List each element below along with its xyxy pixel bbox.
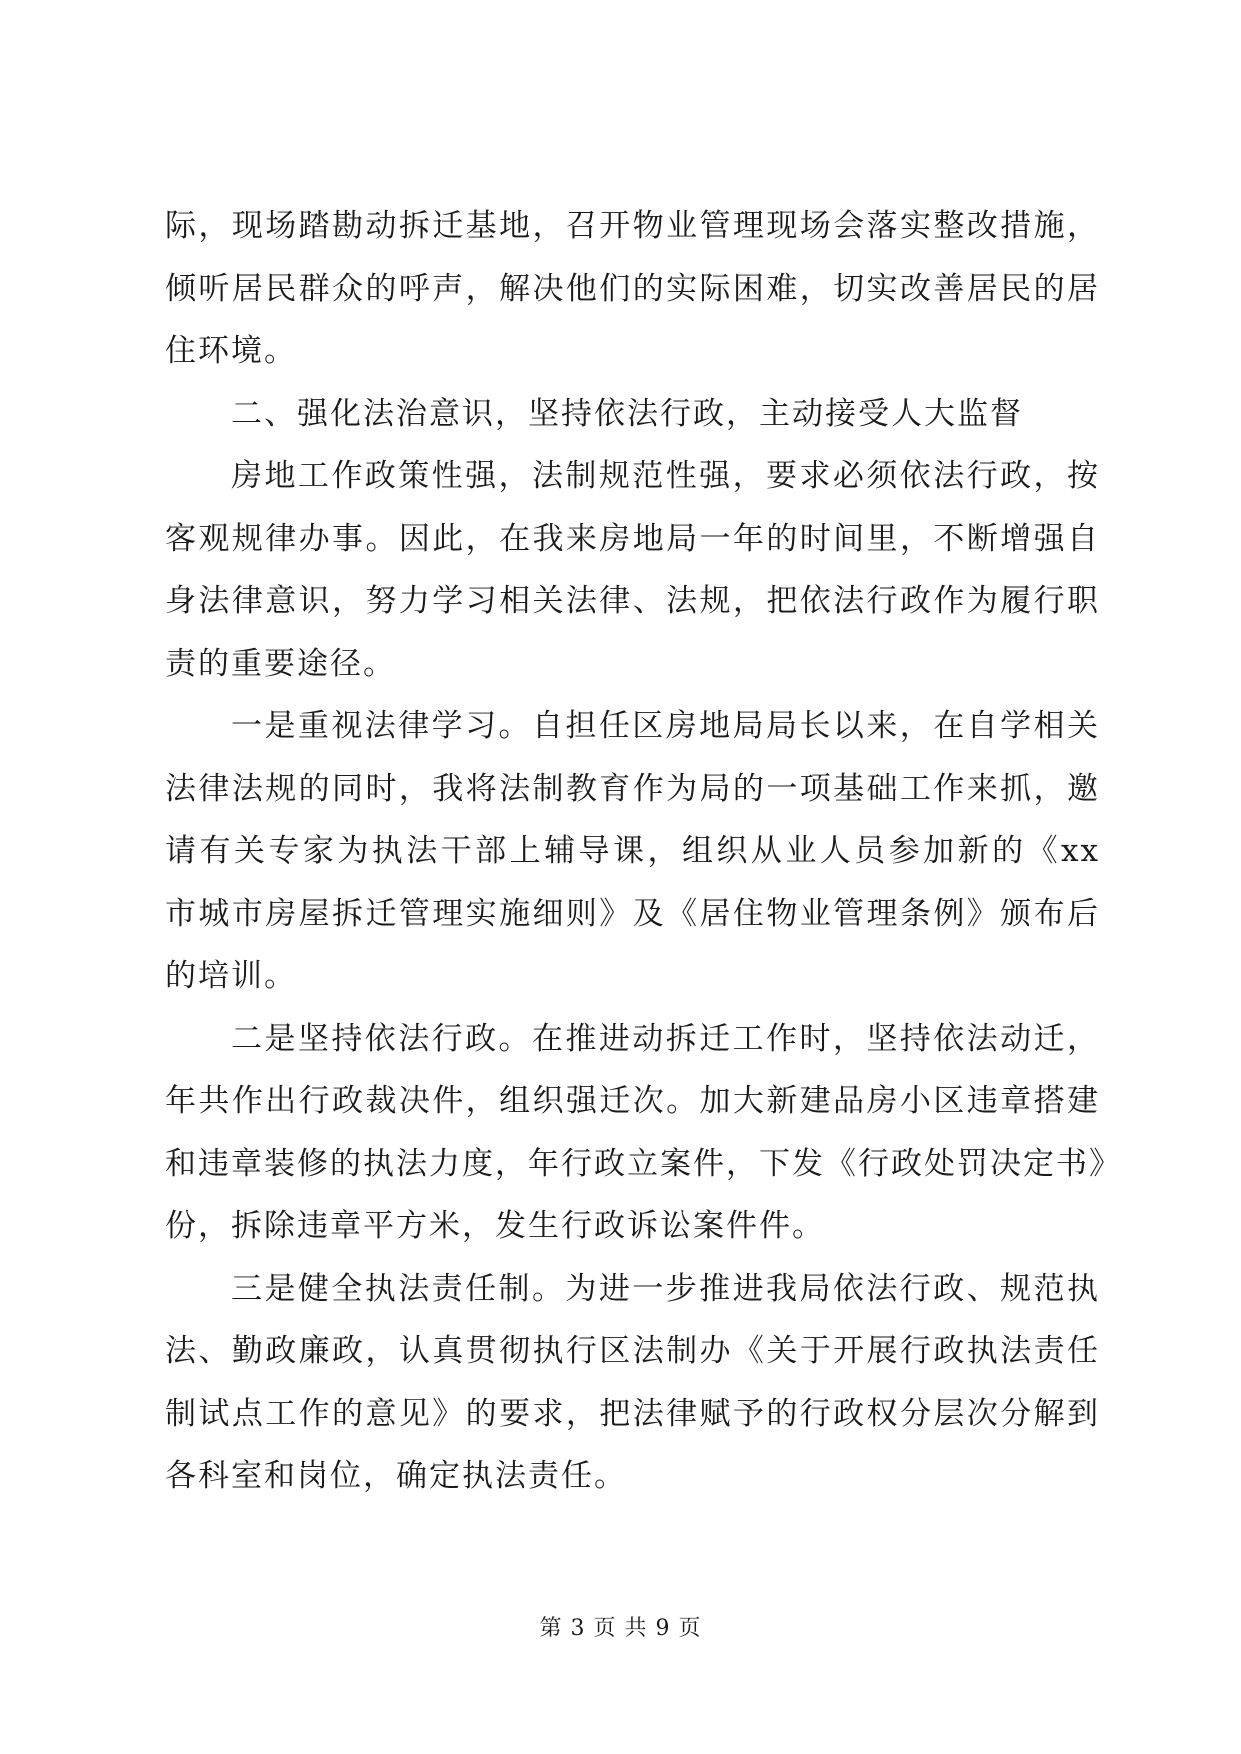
paragraph-line: 一是重视法律学习。自担任区房地局局长以来，在自学相关 bbox=[231, 708, 1100, 744]
paragraph bbox=[165, 1008, 1122, 1258]
paragraph-line: 二是坚持依法行政。在推进动拆迁工作时，坚持依法动迁， bbox=[231, 1020, 1100, 1057]
paragraph bbox=[165, 445, 1100, 695]
paragraph-line: 各科室和岗位，确定执法责任。 bbox=[165, 1458, 627, 1494]
document-body bbox=[165, 195, 1122, 1508]
paragraph-line: 客观规律办事。因此，在我来房地局一年的时间里，不断增强自 bbox=[165, 520, 1100, 557]
paragraph-line: 际，现场踏勘动拆迁基地，召开物业管理现场会落实整改措施， bbox=[165, 208, 1100, 244]
paragraph-line: 法律法规的同时，我将法制教育作为局的一项基础工作来抓，邀 bbox=[165, 770, 1100, 807]
paragraph-line: 二、强化法治意识，坚持依法行政，主动接受人大监督 bbox=[231, 395, 1023, 432]
paragraph-line: 房地工作政策性强，法制规范性强，要求必须依法行政，按 bbox=[231, 458, 1100, 494]
paragraph-line: 责的重要途径。 bbox=[165, 645, 396, 682]
paragraph-line: 的培训。 bbox=[165, 958, 297, 994]
paragraph-line: 住环境。 bbox=[165, 333, 297, 369]
paragraph-line: 请有关专家为执法干部上辅导课，组织从业人员参加新的《xx bbox=[165, 833, 1100, 869]
paragraph-line: 身法律意识，努力学习相关法律、法规，把依法行政作为履行职 bbox=[165, 583, 1100, 619]
page-footer: 第 3 页 共 9 页 bbox=[539, 1616, 702, 1641]
paragraph bbox=[165, 695, 1100, 1008]
paragraph bbox=[165, 1258, 1100, 1508]
paragraph bbox=[165, 383, 1100, 446]
paragraph-line: 三是健全执法责任制。为进一步推进我局依法行政、规范执 bbox=[231, 1270, 1100, 1307]
paragraph-line: 法、勤政廉政，认真贯彻执行区法制办《关于开展行政执法责任 bbox=[165, 1333, 1100, 1369]
paragraph-line: 份，拆除违章平方米，发生行政诉讼案件件。 bbox=[165, 1208, 825, 1244]
paragraph-line: 年共作出行政裁决件，组织强迁次。加大新建品房小区违章搭建 bbox=[165, 1083, 1100, 1119]
paragraph bbox=[165, 195, 1100, 383]
paragraph-line: 和违章装修的执法力度，年行政立案件，下发《行政处罚决定书》 bbox=[165, 1145, 1122, 1182]
paragraph-line: 制试点工作的意见》的要求，把法律赋予的行政权分层次分解到 bbox=[165, 1395, 1100, 1432]
paragraph-line: 市城市房屋拆迁管理实施细则》及《居住物业管理条例》颁布后 bbox=[165, 895, 1100, 932]
paragraph-line: 倾听居民群众的呼声，解决他们的实际困难，切实改善居民的居 bbox=[165, 270, 1100, 307]
